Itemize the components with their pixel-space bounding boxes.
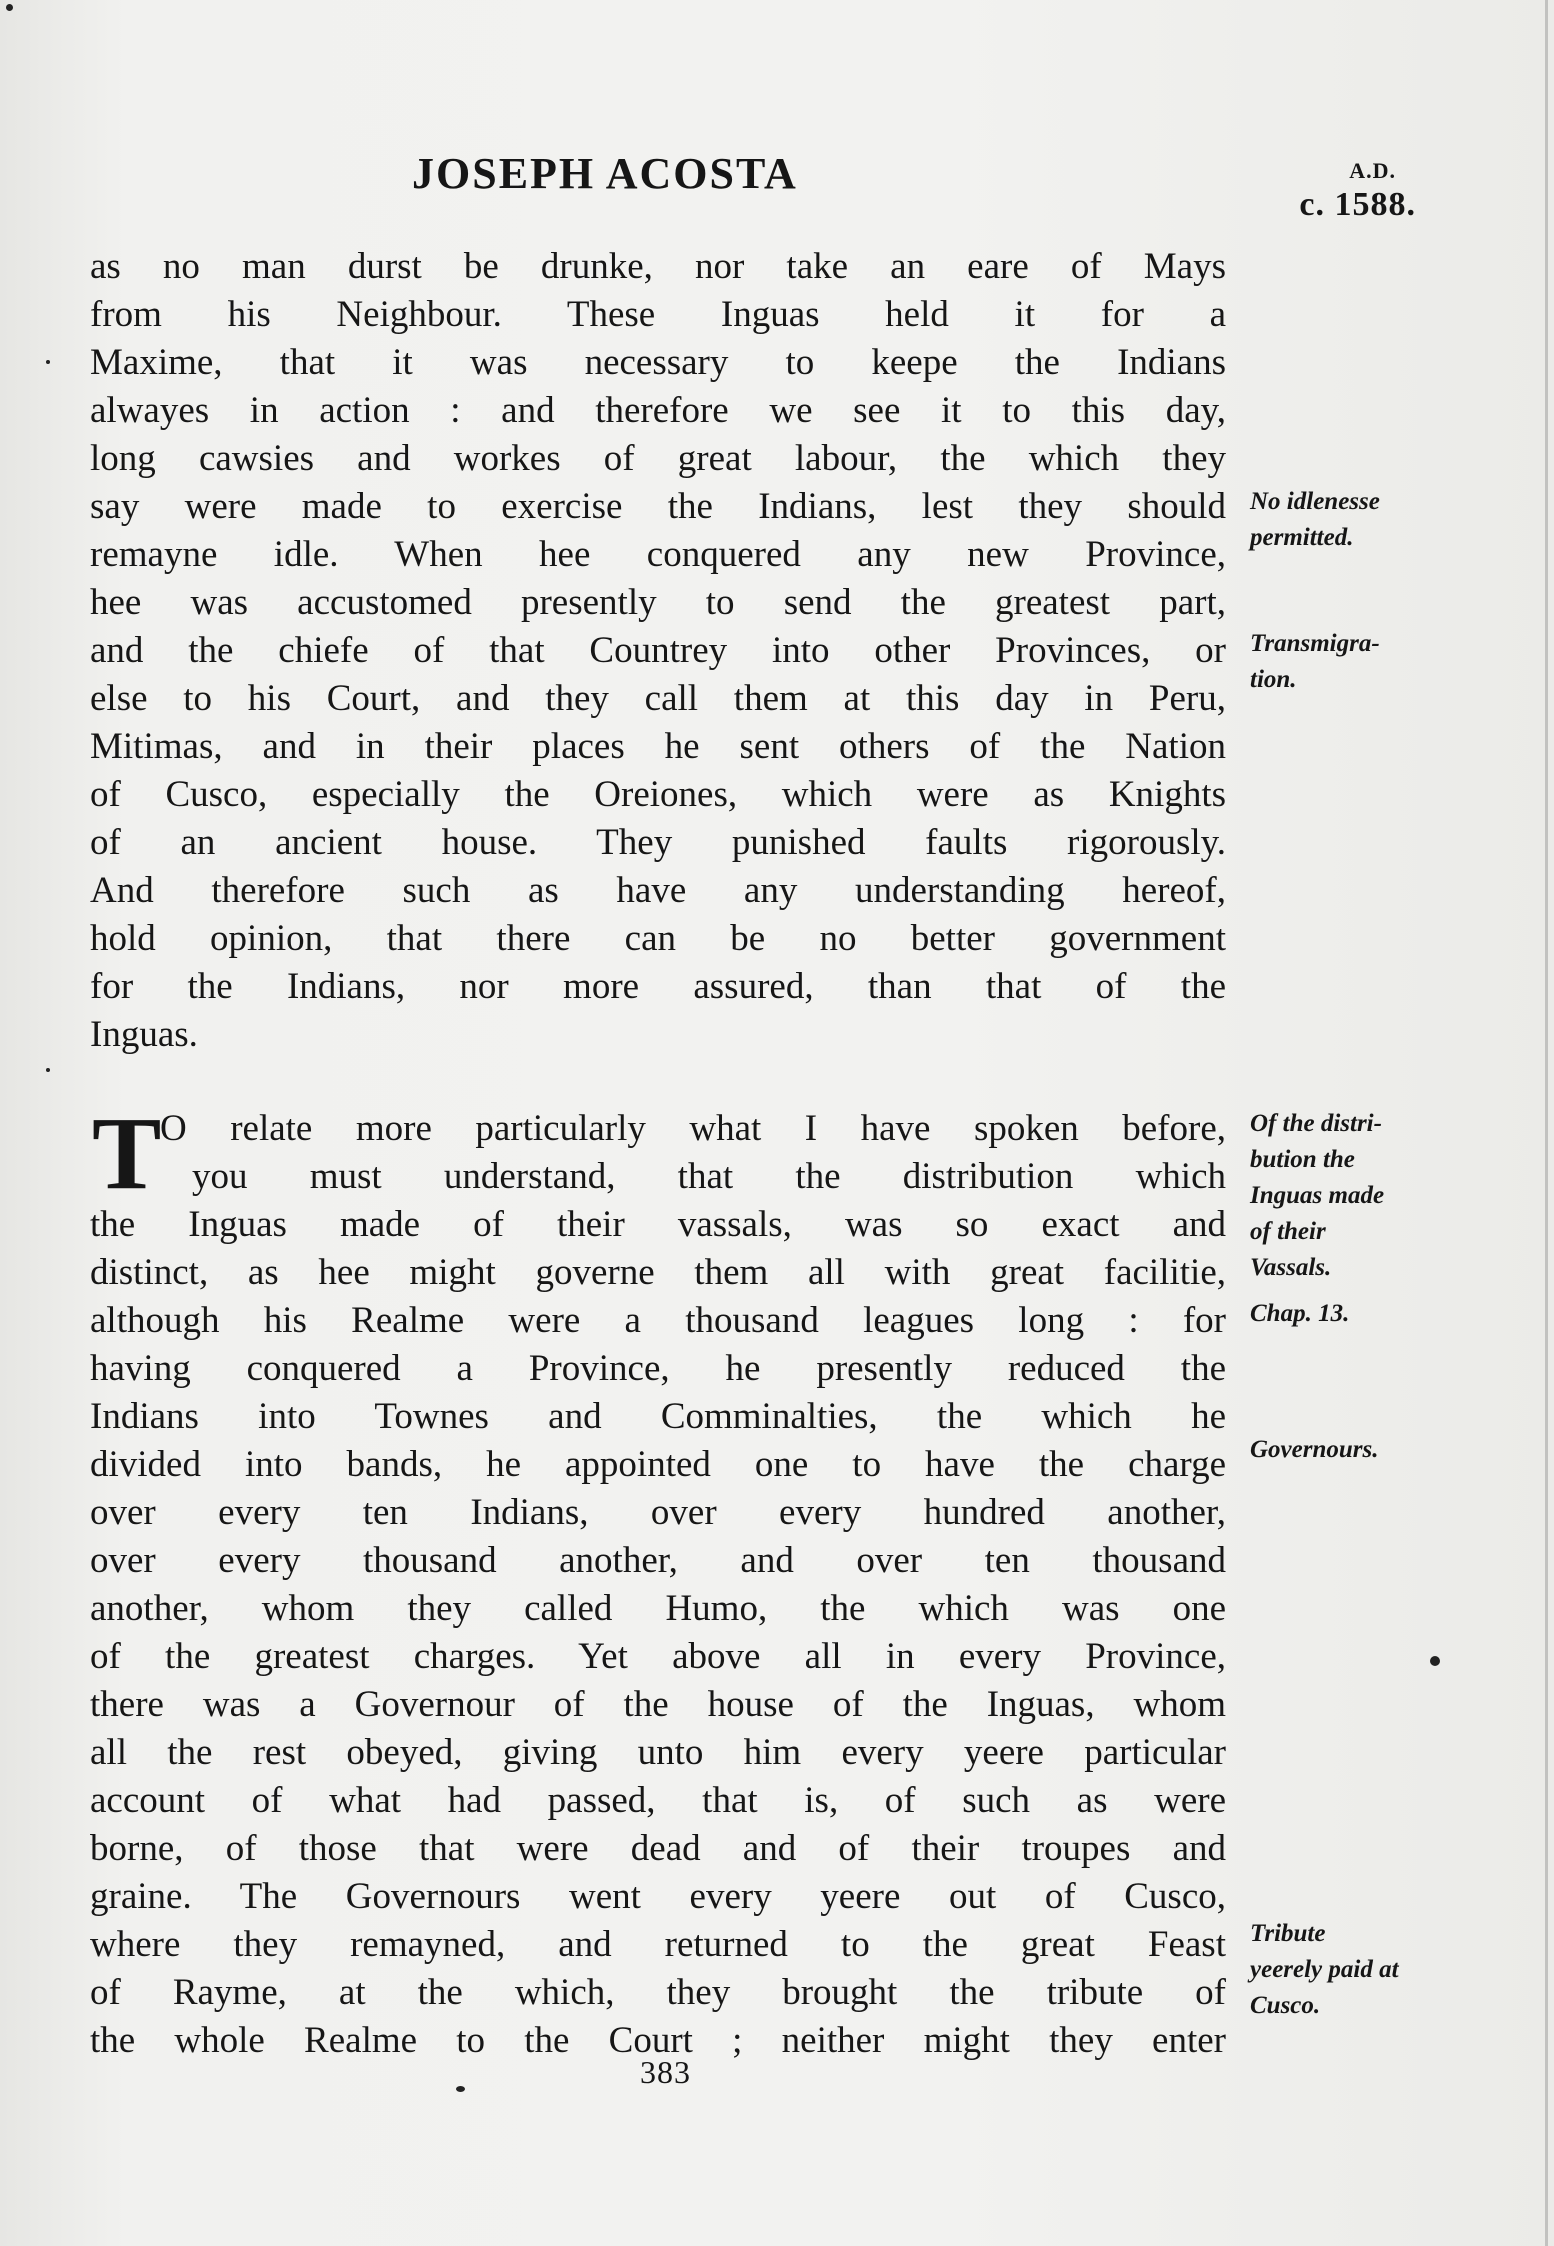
body-line: over every ten Indians, over every hundred another, — [90, 1492, 1226, 1533]
body-line: of Cusco, especially the Oreiones, which were as Knights — [90, 774, 1226, 815]
body-line: the whole Realme to the Court ; neither might they enter — [90, 2020, 1226, 2061]
body-line: of Rayme, at the which, they brought the tribute of — [90, 1972, 1226, 2013]
scan-speck — [46, 1068, 50, 1072]
body-line: say were made to exercise the Indians, lest they should — [90, 486, 1226, 527]
body-line: and the chiefe of that Countrey into other Provinces, or — [90, 630, 1226, 671]
body-line: And therefore such as have any understanding hereof, — [90, 870, 1226, 911]
body-line: Inguas. — [90, 1014, 198, 1055]
body-line: distinct, as hee might governe them all with great facilitie, — [90, 1252, 1226, 1293]
body-line: divided into bands, he appointed one to have the charge — [90, 1444, 1226, 1485]
page-edge-shadow — [1545, 0, 1548, 2246]
body-line: hold opinion, that there can be no better government — [90, 918, 1226, 959]
margin-note: Governours. — [1250, 1436, 1379, 1463]
margin-note: Cusco. — [1250, 1992, 1321, 2019]
body-line: of an ancient house. They punished faults rigorously. — [90, 822, 1226, 863]
margin-note: tion. — [1250, 666, 1297, 693]
body-line: account of what had passed, that is, of such as were — [90, 1780, 1226, 1821]
margin-note: Transmigra- — [1250, 630, 1380, 657]
body-line: alwayes in action : and therefore we see it to this day, — [90, 390, 1226, 431]
body-line: as no man durst be drunke, nor take an eare of Mays — [90, 246, 1226, 287]
body-line: the Inguas made of their vassals, was so exact and — [90, 1204, 1226, 1245]
body-line: although his Realme were a thousand leagues long : for — [90, 1300, 1226, 1341]
body-line: of the greatest charges. Yet above all in every Province, — [90, 1636, 1226, 1677]
body-line: hee was accustomed presently to send the greatest part, — [90, 582, 1226, 623]
margin-note: Chap. 13. — [1250, 1300, 1350, 1327]
body-line: another, whom they called Humo, the which was one — [90, 1588, 1226, 1629]
body-line: remayne idle. When hee conquered any new Province, — [90, 534, 1226, 575]
body-line: there was a Governour of the house of the Inguas, whom — [90, 1684, 1226, 1725]
body-line: having conquered a Province, he presently reduced the — [90, 1348, 1226, 1389]
body-line: all the rest obeyed, giving unto him every yeere particular — [90, 1732, 1226, 1773]
scan-speck — [6, 4, 13, 11]
body-line: else to his Court, and they call them at this day in Peru, — [90, 678, 1226, 719]
body-line: Maxime, that it was necessary to keepe the Indians — [90, 342, 1226, 383]
body-line: over every thousand another, and over ten thousand — [90, 1540, 1226, 1581]
body-line: for the Indians, nor more assured, than that of the — [90, 966, 1226, 1007]
date-label: A.D. — [1349, 158, 1396, 183]
body-line: Indians into Townes and Comminalties, the which he — [90, 1396, 1226, 1437]
scan-speck — [1430, 1656, 1440, 1666]
scan-speck — [46, 360, 50, 364]
body-line: Mitimas, and in their places he sent others of the Nation — [90, 726, 1226, 767]
body-line: you must understand, that the distribution which — [192, 1156, 1226, 1197]
body-line: from his Neighbour. These Inguas held it for a — [90, 294, 1226, 335]
body-line: where they remayned, and returned to the great Feast — [90, 1924, 1226, 1965]
body-line: graine. The Governours went every yeere out of Cusco, — [90, 1876, 1226, 1917]
page-number: 383 — [640, 2054, 691, 2090]
margin-note: Of the distri- — [1250, 1110, 1382, 1137]
scan-speck — [456, 2086, 465, 2092]
body-line: long cawsies and workes of great labour, the which they — [90, 438, 1226, 479]
body-line: borne, of those that were dead and of their troupes and — [90, 1828, 1226, 1869]
margin-note: yeerely paid at — [1250, 1956, 1399, 1983]
margin-note: Inguas made — [1250, 1182, 1385, 1209]
drop-cap: T — [92, 1096, 162, 1211]
margin-note: bution the — [1250, 1146, 1355, 1173]
margin-note: of their — [1250, 1218, 1326, 1245]
body-line: O relate more particularly what I have spoken before, — [160, 1108, 1226, 1149]
margin-note: permitted. — [1250, 524, 1354, 551]
running-head: JOSEPH ACOSTA — [412, 149, 798, 198]
margin-note: Tribute — [1250, 1920, 1326, 1947]
date-year: c. 1588. — [1299, 186, 1416, 223]
margin-note: Vassals. — [1250, 1254, 1332, 1281]
margin-note: No idlenesse — [1250, 488, 1380, 515]
